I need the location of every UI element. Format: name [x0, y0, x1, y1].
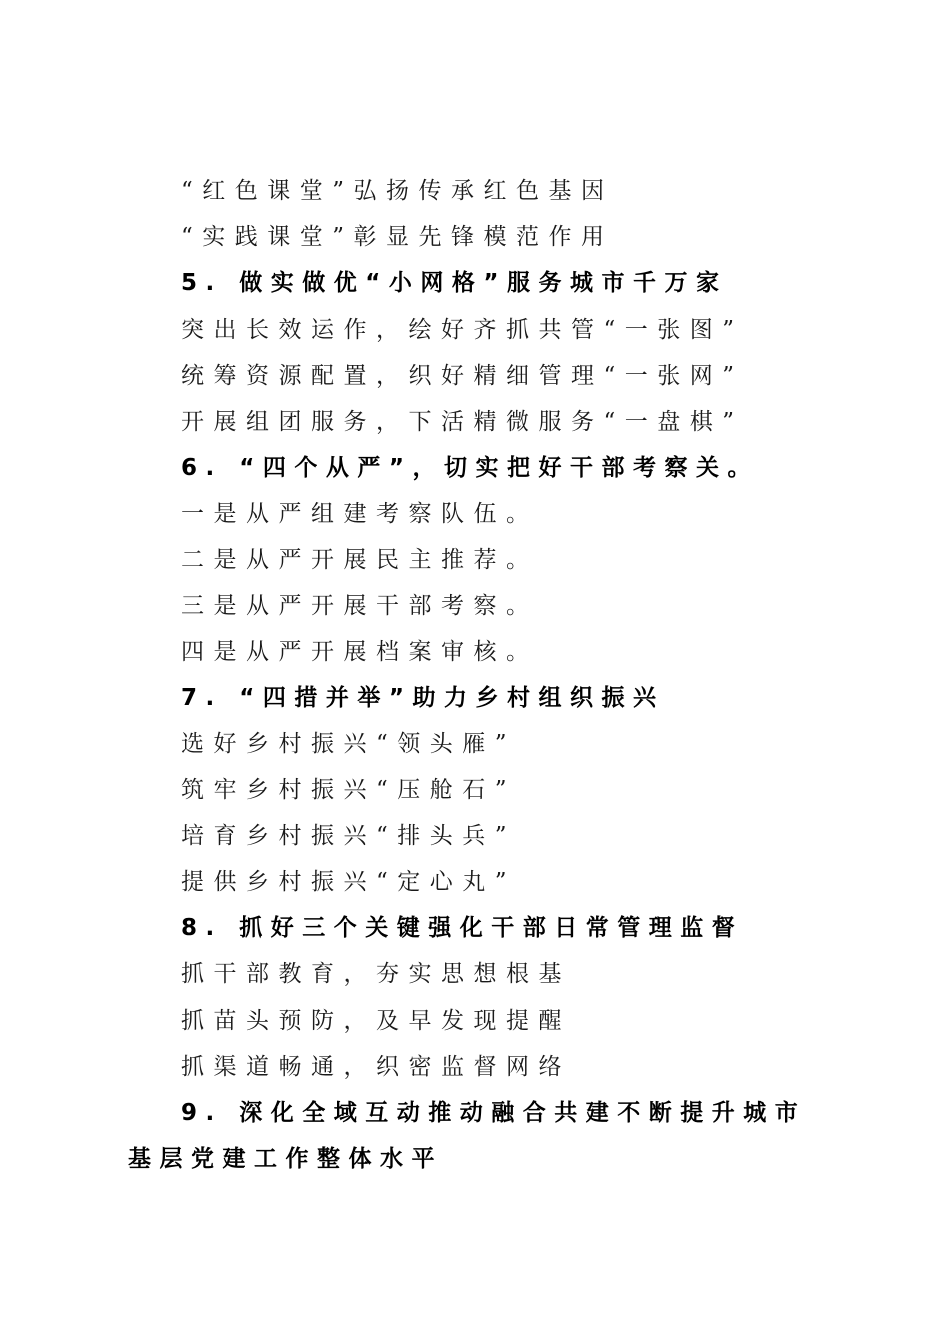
text-line-channels: 抓渠道畅通，织密监督网络 — [181, 1054, 571, 1080]
text-line-one-board: 开展组团服务，下活精微服务“一盘棋” — [181, 409, 744, 435]
text-line-strict-4: 四是从严开展档案审核。 — [181, 639, 539, 665]
text-line-one-net: 统筹资源配置，织好精细管理“一张网” — [181, 363, 744, 389]
text-line-red-classroom: “红色课堂”弘扬传承红色基因 — [181, 178, 614, 204]
text-line-strict-3: 三是从严开展干部考察。 — [181, 593, 539, 619]
text-line-strict-2: 二是从严开展民主推荐。 — [181, 547, 539, 573]
text-line-prevention: 抓苗头预防，及早发现提醒 — [181, 1008, 571, 1034]
section-heading-5: 5. 做实做优“小网格”服务城市千万家 — [181, 270, 728, 296]
text-line-vanguard: 培育乡村振兴“排头兵” — [181, 823, 517, 849]
text-line-reassurance: 提供乡村振兴“定心丸” — [181, 869, 517, 895]
text-line-one-map: 突出长效运作，绘好齐抓共管“一张图” — [181, 317, 744, 343]
text-line-education: 抓干部教育，夯实思想根基 — [181, 961, 571, 987]
text-line-lead-goose: 选好乡村振兴“领头雁” — [181, 731, 517, 757]
section-heading-7: 7. “四措并举”助力乡村组织振兴 — [181, 685, 665, 711]
text-line-strict-1: 一是从严组建考察队伍。 — [181, 501, 539, 527]
section-heading-9: 9. 深化全域互动推动融合共建不断提升城市 — [181, 1100, 807, 1126]
text-line-practice-classroom: “实践课堂”彰显先锋模范作用 — [181, 224, 614, 250]
section-heading-8: 8. 抓好三个关键强化干部日常管理监督 — [181, 915, 744, 941]
section-heading-9-continued: 基层党建工作整体水平 — [128, 1146, 443, 1172]
text-line-ballast-stone: 筑牢乡村振兴“压舱石” — [181, 777, 517, 803]
section-heading-6: 6. “四个从严”，切实把好干部考察关。 — [181, 455, 759, 481]
